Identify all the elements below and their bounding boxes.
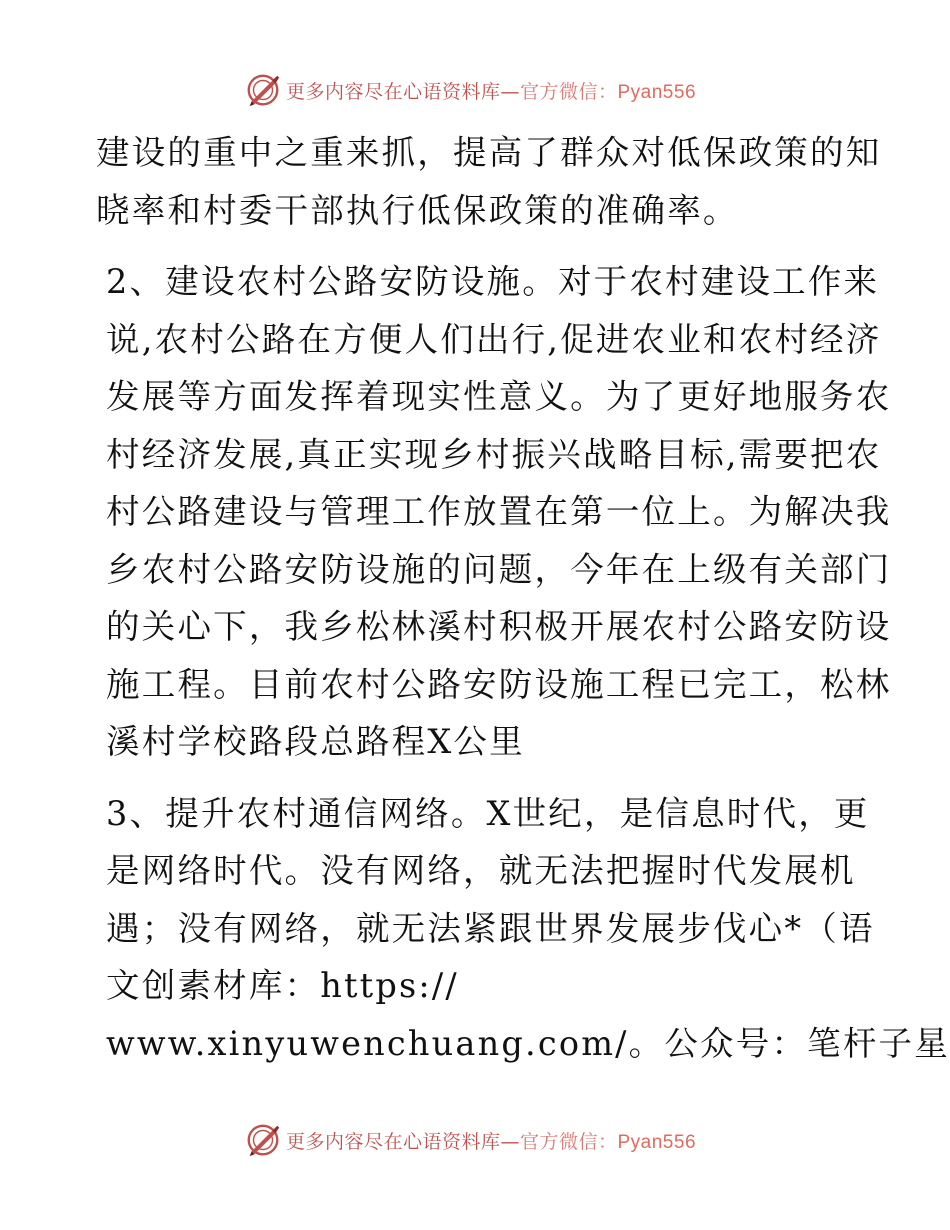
paragraph-2: [96, 253, 892, 771]
paragraph-1: [96, 124, 882, 239]
paragraph-line: 3、提升农村通信网络。X世纪，是信息时代，更: [106, 793, 870, 833]
document-body: [96, 124, 950, 1072]
paragraph-line: 乡农村公路安防设施的问题，今年在上级有关部门: [106, 549, 892, 589]
banner-dash: —: [500, 1130, 520, 1153]
paragraph-line: 晓率和村委干部执行低保政策的准确率。: [96, 190, 739, 230]
pen-logo-icon: [244, 71, 282, 109]
banner-wechat-id: Pyan556: [617, 1131, 697, 1153]
paragraph-line: 村公路建设与管理工作放置在第一位上。为解决我: [106, 492, 892, 531]
banner-text: [286, 1127, 696, 1154]
paragraph-line: www.xinyuwenchuang.com/。公众号：笔杆子星: [106, 1023, 950, 1063]
footer-banner: [0, 1120, 950, 1160]
pen-logo-icon: [244, 1121, 282, 1159]
paragraph-line: 是网络时代。没有网络，就无法把握时代发展机: [106, 851, 856, 890]
paragraph-line: 的关心下，我乡松林溪村积极开展农村公路安防设: [106, 607, 892, 646]
paragraph-line: 建设的重中之重来抓，提高了群众对低保政策的知: [96, 133, 882, 172]
paragraph-3: [96, 785, 950, 1073]
paragraph-line: 溪村学校路段总路程X公里: [106, 722, 525, 761]
banner-main-text: 更多内容尽在心语资料库: [285, 80, 501, 103]
banner-wechat-id: Pyan556: [617, 81, 697, 103]
banner-main-text: 更多内容尽在心语资料库: [285, 1130, 501, 1153]
paragraph-line: 村经济发展,真正实现乡村振兴战略目标,需要把农: [106, 434, 882, 474]
paragraph-line: 发展等方面发挥着现实性意义。为了更好地服务农: [106, 377, 892, 416]
paragraph-line: 施工程。目前农村公路安防设施工程已完工，松林: [106, 664, 892, 704]
banner-dash: —: [500, 80, 520, 103]
paragraph-line: 说,农村公路在方便人们出行,促进农业和农村经济: [106, 319, 882, 359]
banner-inner: [244, 71, 696, 109]
banner-inner: [244, 1121, 696, 1159]
banner-wechat-label: 官方微信：: [519, 80, 618, 103]
header-banner: [0, 70, 950, 110]
paragraph-line: 文创素材库：https://: [106, 966, 459, 1005]
paragraph-line: 2、建设农村公路安防设施。对于农村建设工作来: [106, 262, 880, 301]
paragraph-line: 遇；没有网络，就无法紧跟世界发展步伐心*（语: [106, 908, 875, 948]
banner-wechat-label: 官方微信：: [519, 1130, 618, 1153]
banner-text: [286, 77, 696, 104]
